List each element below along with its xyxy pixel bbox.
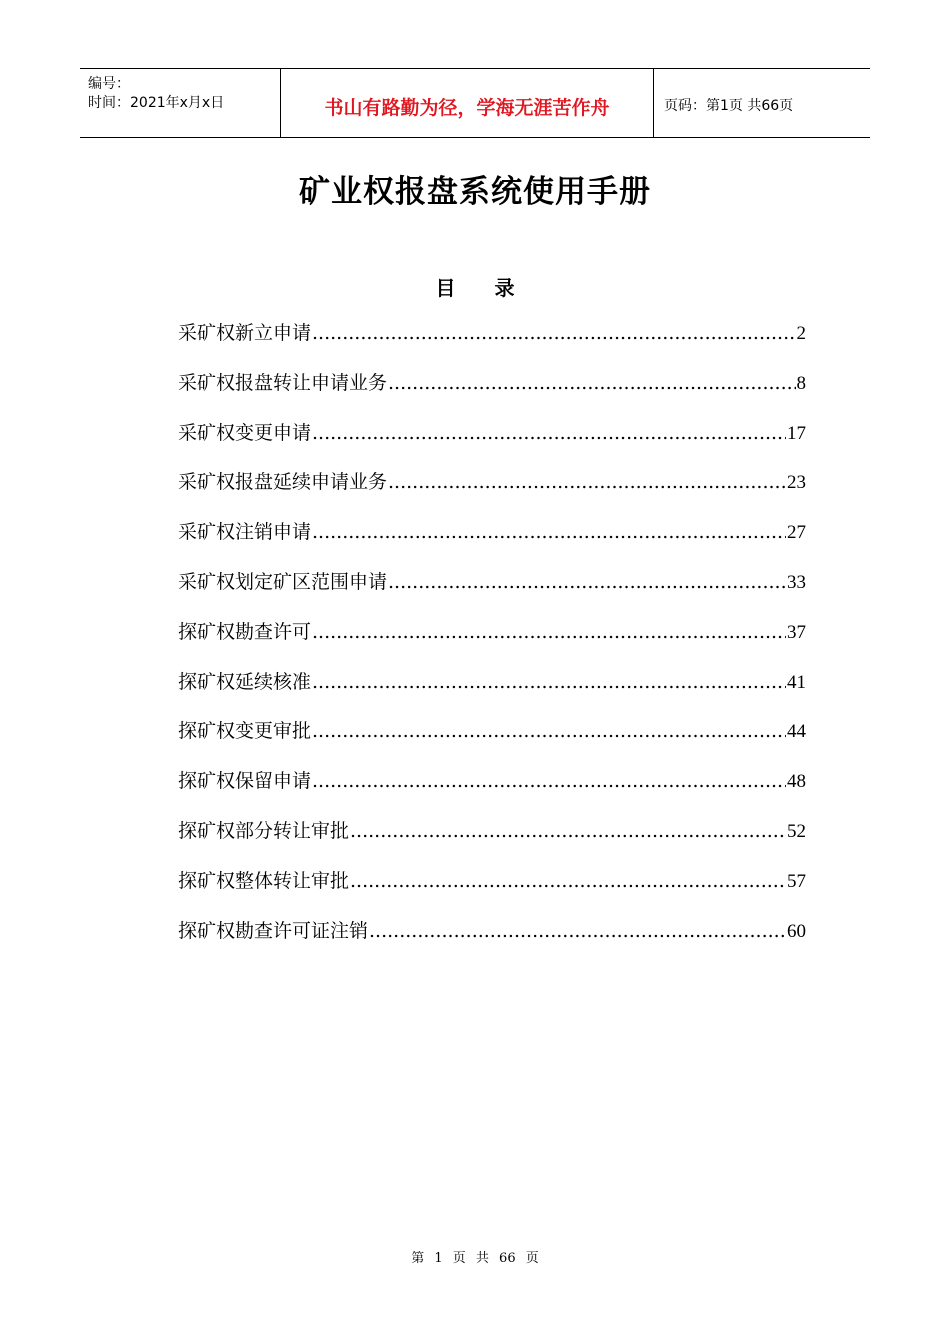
toc-leader-dots: [312, 322, 795, 344]
toc-entry[interactable]: [178, 517, 806, 567]
toc-heading: 目 录: [435, 276, 515, 300]
toc-leader-dots: [369, 920, 786, 942]
toc-entry-label: 采矿权新立申请: [178, 322, 312, 344]
toc-entry-label: 采矿权报盘延续申请业务: [178, 471, 388, 494]
toc-entry-label: 探矿权勘查许可: [178, 620, 312, 643]
toc-entry-label: 采矿权变更申请: [178, 421, 312, 444]
toc-entry-label: 探矿权变更审批: [178, 720, 312, 743]
toc-entry[interactable]: [178, 318, 806, 368]
toc-entry-page: 48: [787, 771, 806, 793]
toc-leader-dots: [350, 870, 786, 892]
toc-entry-page: 60: [787, 920, 806, 942]
toc-entry-page: 44: [787, 721, 806, 743]
toc-entry-label: 探矿权整体转让审批: [178, 869, 350, 892]
toc-leader-dots: [312, 422, 786, 444]
toc-entry[interactable]: [178, 716, 806, 766]
toc-entry-page: 57: [787, 870, 806, 892]
toc-entry-label: 采矿权报盘转让申请业务: [178, 371, 388, 394]
toc-entry-page: 17: [787, 422, 806, 444]
toc-entry[interactable]: [178, 368, 806, 418]
toc-entry-label: 探矿权延续核准: [178, 670, 312, 693]
toc-entry-label: 采矿权注销申请: [178, 521, 312, 544]
document-title: 矿业权报盘系统使用手册: [299, 174, 651, 210]
toc-leader-dots: [350, 820, 786, 842]
toc-entry-page: 52: [787, 820, 806, 842]
toc-leader-dots: [312, 720, 786, 742]
toc-entry-page: 8: [796, 372, 806, 394]
toc-leader-dots: [312, 521, 786, 543]
toc-leader-dots: [388, 471, 786, 493]
toc-entry[interactable]: [178, 418, 806, 468]
toc-entry-page: 33: [787, 571, 806, 593]
toc-leader-dots: [388, 372, 795, 394]
toc-entry[interactable]: [178, 916, 806, 966]
toc-entry-label: 探矿权勘查许可证注销: [178, 919, 369, 942]
toc-entry[interactable]: [178, 866, 806, 916]
toc-entry[interactable]: [178, 567, 806, 617]
table-of-contents: [178, 318, 806, 965]
header-page-info: 页码：第1页 共66页: [664, 98, 794, 114]
toc-entry[interactable]: [178, 617, 806, 667]
toc-entry-page: 2: [796, 323, 806, 344]
page-footer: 第 1 页 共 66 页: [411, 1251, 539, 1266]
toc-leader-dots: [388, 571, 786, 593]
toc-entry-page: 23: [787, 472, 806, 494]
toc-leader-dots: [312, 770, 786, 792]
toc-entry-page: 27: [787, 522, 806, 544]
toc-leader-dots: [312, 671, 786, 693]
toc-entry[interactable]: [178, 766, 806, 816]
toc-entry[interactable]: [178, 467, 806, 517]
page-header: [80, 68, 870, 138]
toc-entry-label: 采矿权划定矿区范围申请: [178, 570, 388, 593]
toc-entry-label: 探矿权部分转让审批: [178, 819, 350, 842]
header-time: 时间：2021年x月x日: [88, 95, 225, 111]
toc-entry[interactable]: [178, 816, 806, 866]
toc-entry[interactable]: [178, 667, 806, 717]
toc-entry-page: 37: [787, 621, 806, 643]
header-number: 编号：: [88, 76, 130, 92]
toc-entry-label: 探矿权保留申请: [178, 770, 312, 793]
toc-leader-dots: [312, 621, 786, 643]
toc-entry-page: 41: [787, 671, 806, 693]
header-motto: 书山有路勤为径，学海无涯苦作舟: [281, 69, 654, 137]
header-meta: [80, 69, 281, 137]
